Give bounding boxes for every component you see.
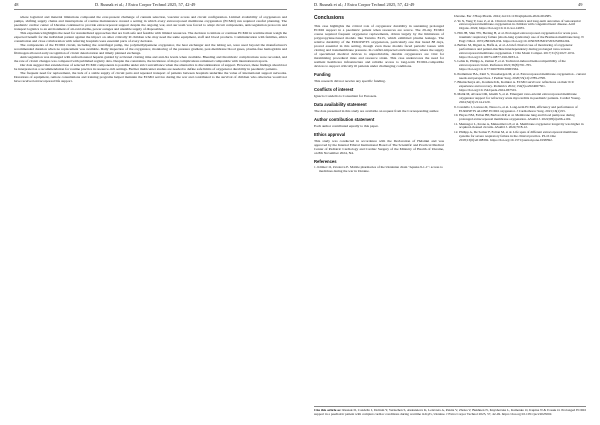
cite-text: Rusnak D, Condello I, Dolinin Y, Vertuzhen S, Aleksieieva K, Lelevrets A, Pakita V, Zhoka V, Bukhnen N, Knyshevska L, Kamenko O, Kupina N & Ivasuk O. Prolonged ECMO support in a paediatric patient with complex cardiac conditions during wartime in Kyiv, Ukraine. J Extra Corpor Technol 2025, 57, 42-49. https://doi.org/10.1051/ject/2025004: [314, 408, 586, 416]
reference-item: 2. Ye X, Yang Y, Guo Z, et al. Clinical characteristics and long-term outcomes of venoarterial extracorporeal membrane oxygenation in children with congenital heart disease. Artif Organs. 2024; https://doi.org/10.1111/aor.14935.: [454, 18, 581, 31]
right-running-head: D. Rusnak et al.; J Extra Corpor Technol 2025, 57, 42-49: [314, 2, 415, 7]
reference-item: 5. Lehle K, Philipp A, Zeman F, et al. Technical-induced hemocompatibility of the extracorporeal circuit. Perfusion 2021;36(8):761-765. https://doi.org/10.1177/0267659120963364.: [454, 59, 566, 72]
body-paragraph: The frequent need for replacement, the lack of a stable supply of circuit parts and repeated transport of patients between hospitals underline the value of international support networks. Donations of equipment, remote consultations and training programs helped maintain the ECMO service during the war and contributed to the survival of children who otherwise would not have received extracorporeal life support.: [14, 71, 287, 83]
references-list-a: [314, 166, 444, 174]
body-paragraph: This experience highlights the need for standardized approaches that are both safe and feasible with limited resources. The decision to initiate or continue ECMO in wartime must weigh the expected benefit for the individual patient against the impact on other critically ill children who may need the same equipment, staff and blood products. Communication with families, ethics consultation and close collaboration with referring hospitals were essential parts of every decision.: [14, 31, 287, 43]
availability-text: The data presented in this study are available on request from the Corresponding author.: [314, 109, 440, 113]
conflicts-text: Ignacio Condello is Consultant for Eurosets.: [314, 94, 378, 98]
ethics-heading: Ethics approval: [314, 132, 346, 137]
right-column-b: [454, 15, 586, 143]
funding-heading: Funding: [314, 72, 331, 77]
reference-item: 12. Philipp A, De Somer F, Foltan M, et al. Life span of different extracorporeal membrane systems for severe respiratory failure in the clinical practice. PLoS One 2018;13(6):e0198392. https://doi.org/10.1371/journal.pone.0198392.: [454, 129, 578, 142]
authors-heading: Author contribution statement: [314, 117, 375, 122]
cite-label: Cite this article as:: [314, 408, 342, 412]
reference-item: 8. Malik M, Alvarez OR, Gheith S, et al. Emergent veno-arterial extracorporeal membrane oxygenator support for refractory acute myocarditis in paediatric patients. Cardiol Young. 2024;34(3):2114-2120.: [454, 92, 581, 105]
right-column-a: [314, 15, 444, 174]
reference-item: 1. Klimov O, Zavalova E. Mobile pharmacies of the Ukrainian chain "Apteka 9-1-1": access to medicines during the war in Ukraine.: [314, 165, 443, 173]
reference-item: 3. Hilt JH, Shin TW, Herting H, et al. Prolonged extracorporeal oxygenation for acute post-traumatic respiratory failure (shock-lung syndrome): use of the Bramson membrane lung. N Engl J Med. 1972;286:629-634. https://doi.org/10.1056/NEJM197203232861204.: [454, 30, 584, 43]
left-running-head: D. Rusnak et al.; J Extra Corpor Technol 2025, 57, 42-49: [95, 2, 196, 7]
reference-item: 6. Premnitzer BA, Zintl S, Vossebergen M, et al. Extracorporeal membrane oxygenation - current needs and perspectives. J Pediatr Surg. 2020;55(12):2789-2798.: [454, 71, 586, 80]
reference-item: 11. Mennagor L, Krone A, Maksoimova P, et al. Membrane oxygenator longevity was higher in acquired-cleaned circuits. ASAIO J. 2024;70:8-12.: [454, 121, 584, 130]
citation-box: [314, 406, 586, 417]
left-page-number: 48: [14, 2, 19, 7]
reference-item: 9. Condello I, Lorusso R, Nasso G, et al. Long-term ECMO, efficiency and performance of EUROSETS ALONE ECMO oxygenator. J Cardiothorac Surg. 2021;16(1):93.: [454, 104, 578, 113]
right-page-number: 49: [578, 2, 583, 7]
body-paragraph: The components of the ECMO circuit, including the centrifugal pump, the polymethylpentene oxygenator, the heat exchanger and the tubing set, were used beyond the manufacturer's recommended duration when no replacement was available. Daily inspection of the oxygenator, monitoring of the pressure gradient, post-membrane blood gases, plasma-free hemoglobin and fibrinogen allowed early recognition of circuit deterioration and timely planned exchange.: [14, 43, 287, 55]
reference-item: 10. Hayes NM, Fallon BP, Barbaro RP, et al. Membrane lung and blood pump use during prolonged extracorporeal membrane oxygenation. ASAIO J. 2022;68(4):e96-e102.: [454, 113, 575, 121]
availability-heading: Data availability statement: [314, 102, 367, 107]
right-header-rule: [314, 9, 586, 10]
body-paragraph: where logistical and material limitations compound the ever-present challenge of cannula selection, vascular access and circuit configuration. Limited availability of oxygenators and pumps, shifting supply chains and interruptions of routine maintenance created a setting in which every extracorporeal membrane oxygenation (ECMO) run required careful planning. The paediatric cardiac center of Ukraine continued to provide extracorporeal support despite the ongoing war, and our team was forced to adapt circuit components, anticoagulation protocols and transport logistics to an environment of air-raid alarms, power outages and unstable supply of disposables.: [14, 15, 287, 31]
left-body: [14, 15, 287, 83]
reference-item: 7. Bhattacharya AL, Koshnie KK, Komkar A. ECMO survivors: reflections on their ICU experience and recovery. Pediatrics 2024; 154(5):e2024067501. https://doi.org/10.1542/peds.2024-067501.: [454, 80, 575, 92]
body-paragraph: Our data suggest that extended use of selected ECMO components is possible under strict surveillance when the alternative is discontinuation of support. However, these findings should not be interpreted as a recommendation for routine practice in resource-rich settings. Further multicenter studies are needed to define safe limits of oxygenator durability in paediatric patients.: [14, 63, 287, 71]
reference-item: Ukraine. Eur J Hosp Pharm. 2024; doi:10.1136/ejhpharm-2024-004385.: [454, 14, 552, 18]
reference-item: 4. Bellato M, Digani A, Baffa A, et al. A brief clinical case of monitoring of oxygenator performance and patient-machine interdependency during prolonged veno-venous extracorporeal membrane oxygenation. J Clin Monit Comput. 2017;31(5):1027-1031. https://doi.org/10.1007/s10877-016-9933-4.: [454, 43, 576, 59]
body-paragraph: Anticoagulation was managed with unfractionated heparin guided by activated clotting time and anti-Xa levels when available. Bleeding and thrombotic complications were recorded, and the rate of circuit changes was compared with published registry data. Despite the constraints, the incidence of major complications remained comparable with international reports.: [14, 55, 287, 63]
conclusions-text: This case highlights the critical role of oxygenator durability in sustaining prolonged ECMO support in a paediatric patient when resources are scarce. The 29-day ECMO course required frequent oxygenator replacements, driven largely by the limitations of polypropylene-based models like Terumo Ex15, which exhibited plasma leakage. The relative durability of the EUROSETS oxygenators, particularly one that lasted 88 days, proved essential in this setting, though even these models faced periodic issues with clotting and transmembrane pressure. In conflict-impacted environments, where the supply of specialized medical devices is unpredictable, durable oxygenators are vital for maximizing procedural risks and resource strain. This case underscores the need for resilient healthcare infrastructure and reliable access to long-term ECMO-compatible devices to support critically ill patients under challenging conditions.: [314, 24, 444, 68]
conclusions-heading: Conclusions: [314, 15, 345, 21]
authors-text: Each author contributed equally to this paper.: [314, 124, 379, 128]
left-header-rule: [14, 9, 287, 10]
references-heading: References: [314, 159, 337, 164]
conflicts-heading: Conflicts of interest: [314, 87, 354, 92]
ethics-text: This study was conducted in accordance with the Declaration of Helsinki and was approved by the Internal Ethical Institutional Board of The Scientific and Practical Medical Center of Pediatric Cardiology and Cardiac Surgery of the Ministry of Health of Ukraine, on 8th November 2024, N4.: [314, 139, 444, 155]
funding-text: This research did not receive any specific funding.: [314, 79, 386, 83]
